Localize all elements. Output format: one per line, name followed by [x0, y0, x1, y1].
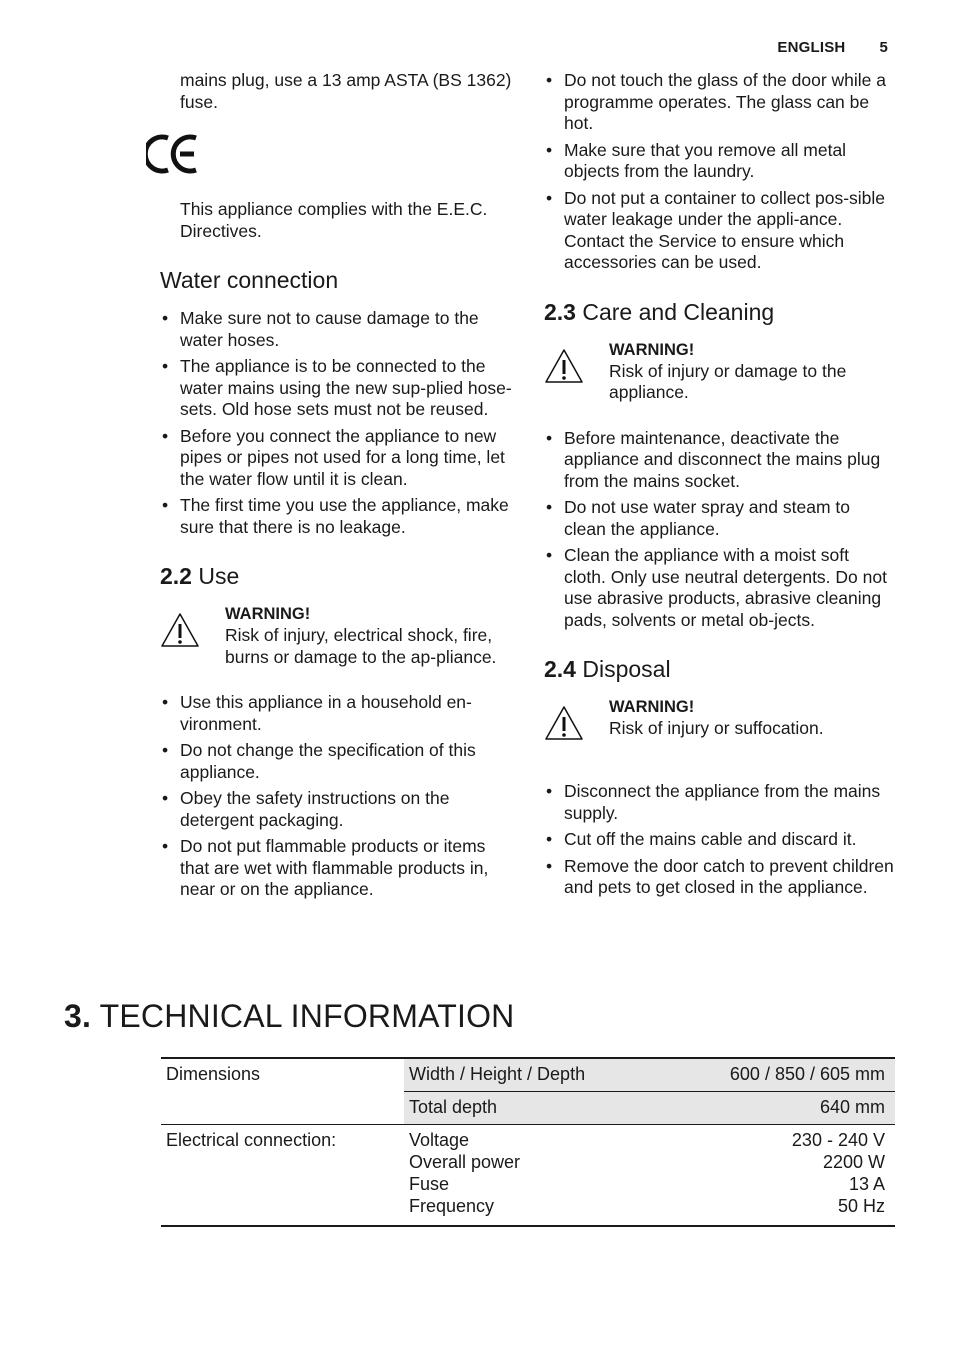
care-warning — [544, 340, 894, 404]
warning-title: WARNING! — [609, 340, 695, 359]
list-item: • Do not touch the glass of the door while a programme operates. The glass can be hot. — [544, 70, 894, 135]
use-list-continued — [544, 70, 894, 274]
list-item: • Do not use water spray and steam to clean the appliance. — [544, 497, 894, 540]
page-header — [777, 39, 888, 56]
table-cell: Total depth — [404, 1092, 689, 1125]
list-item: • Before maintenance, deactivate the appliance and disconnect the mains plug from the mains socket. — [544, 428, 894, 493]
disposal-warning — [544, 697, 894, 757]
electrical-label: Electrical connection: — [161, 1125, 404, 1227]
list-item: • Clean the appliance with a moist soft cloth. Only use neutral detergents. Do not use abrasive products, abrasive cleaning pads, solvents or metal ob-jects. — [544, 545, 894, 631]
list-item: • Do not change the specification of this appliance. — [160, 740, 516, 783]
ce-mark-icon — [146, 131, 200, 177]
disposal-list — [544, 781, 894, 899]
fuse-name: Fuse — [409, 1174, 450, 1194]
list-item: • Cut off the mains cable and discard it. — [544, 829, 894, 851]
care-cleaning-heading: 2.3 Care and Cleaning — [544, 298, 775, 325]
list-item: • The first time you use the appliance, make sure that there is no leakage. — [160, 495, 516, 538]
warning-triangle-icon — [544, 348, 584, 384]
power-name: Overall power — [409, 1152, 521, 1172]
compliance-text: This appliance complies with the E.E.C. Directives. — [180, 199, 488, 241]
list-item: • Disconnect the appliance from the mains supply. — [544, 781, 894, 824]
warning-text: Risk of injury or damage to the appliance. — [609, 360, 847, 402]
intro-text: mains plug, use a 13 amp ASTA (BS 1362) fuse. — [180, 70, 512, 112]
list-item: • Use this appliance in a household en-vironment. — [160, 692, 516, 735]
table-cell: 640 mm — [689, 1092, 895, 1125]
table-cell: Width / Height / Depth — [404, 1058, 689, 1092]
list-item: • Before you connect the appliance to new pipes or pipes not used for a long time, let the water flow until it is clean. — [160, 426, 516, 491]
list-item: • The appliance is to be connected to the water mains using the new sup-plied hose-sets. Old hose sets must not be reused. — [160, 356, 516, 421]
warning-triangle-icon — [160, 612, 200, 648]
table-row — [161, 1058, 895, 1092]
table-cell — [404, 1125, 689, 1227]
frequency-name: Frequency — [409, 1196, 495, 1216]
table-cell — [689, 1125, 895, 1227]
care-list — [544, 428, 894, 632]
page-number: 5 — [879, 39, 888, 56]
voltage-value: 230 - 240 V — [791, 1130, 885, 1150]
frequency-value: 50 Hz — [837, 1196, 885, 1216]
table-cell: 600 / 850 / 605 mm — [689, 1058, 895, 1092]
warning-text: Risk of injury or suffocation. — [609, 718, 824, 738]
disposal-heading: 2.4 Disposal — [544, 656, 671, 682]
list-item: • Obey the safety instructions on the detergent packaging. — [160, 788, 516, 831]
fuse-value: 13 A — [848, 1174, 885, 1194]
left-column — [160, 70, 516, 906]
list-item: • Make sure not to cause damage to the water hoses. — [160, 308, 516, 351]
technical-information-title: 3. TECHNICAL INFORMATION — [64, 998, 515, 1034]
table-row — [161, 1125, 895, 1227]
warning-title: WARNING! — [225, 605, 311, 623]
use-list — [160, 692, 516, 901]
warning-title: WARNING! — [609, 698, 695, 716]
list-item: • Do not put a container to collect pos-sible water leakage under the appli-ance. Contact the Service to ensure which accessories can be used. — [544, 188, 894, 274]
right-column — [544, 70, 894, 904]
header-language: ENGLISH — [777, 39, 846, 56]
technical-table — [161, 1057, 895, 1227]
warning-triangle-icon — [544, 705, 584, 741]
warning-text: Risk of injury, electrical shock, fire, burns or damage to the ap-pliance. — [225, 625, 497, 667]
list-item: • Remove the door catch to prevent children and pets to get closed in the appliance. — [544, 856, 894, 899]
dimensions-label: Dimensions — [161, 1058, 404, 1125]
use-warning — [160, 604, 516, 668]
list-item: • Make sure that you remove all metal objects from the laundry. — [544, 140, 894, 183]
power-value: 2200 W — [822, 1152, 885, 1172]
voltage-name: Voltage — [409, 1130, 470, 1150]
water-connection-list — [160, 308, 516, 538]
list-item: • Do not put flammable products or items that are wet with flammable products in, near or on the appliance. — [160, 836, 516, 901]
water-connection-heading: Water connection — [160, 267, 339, 293]
use-heading: 2.2 Use — [160, 563, 240, 589]
